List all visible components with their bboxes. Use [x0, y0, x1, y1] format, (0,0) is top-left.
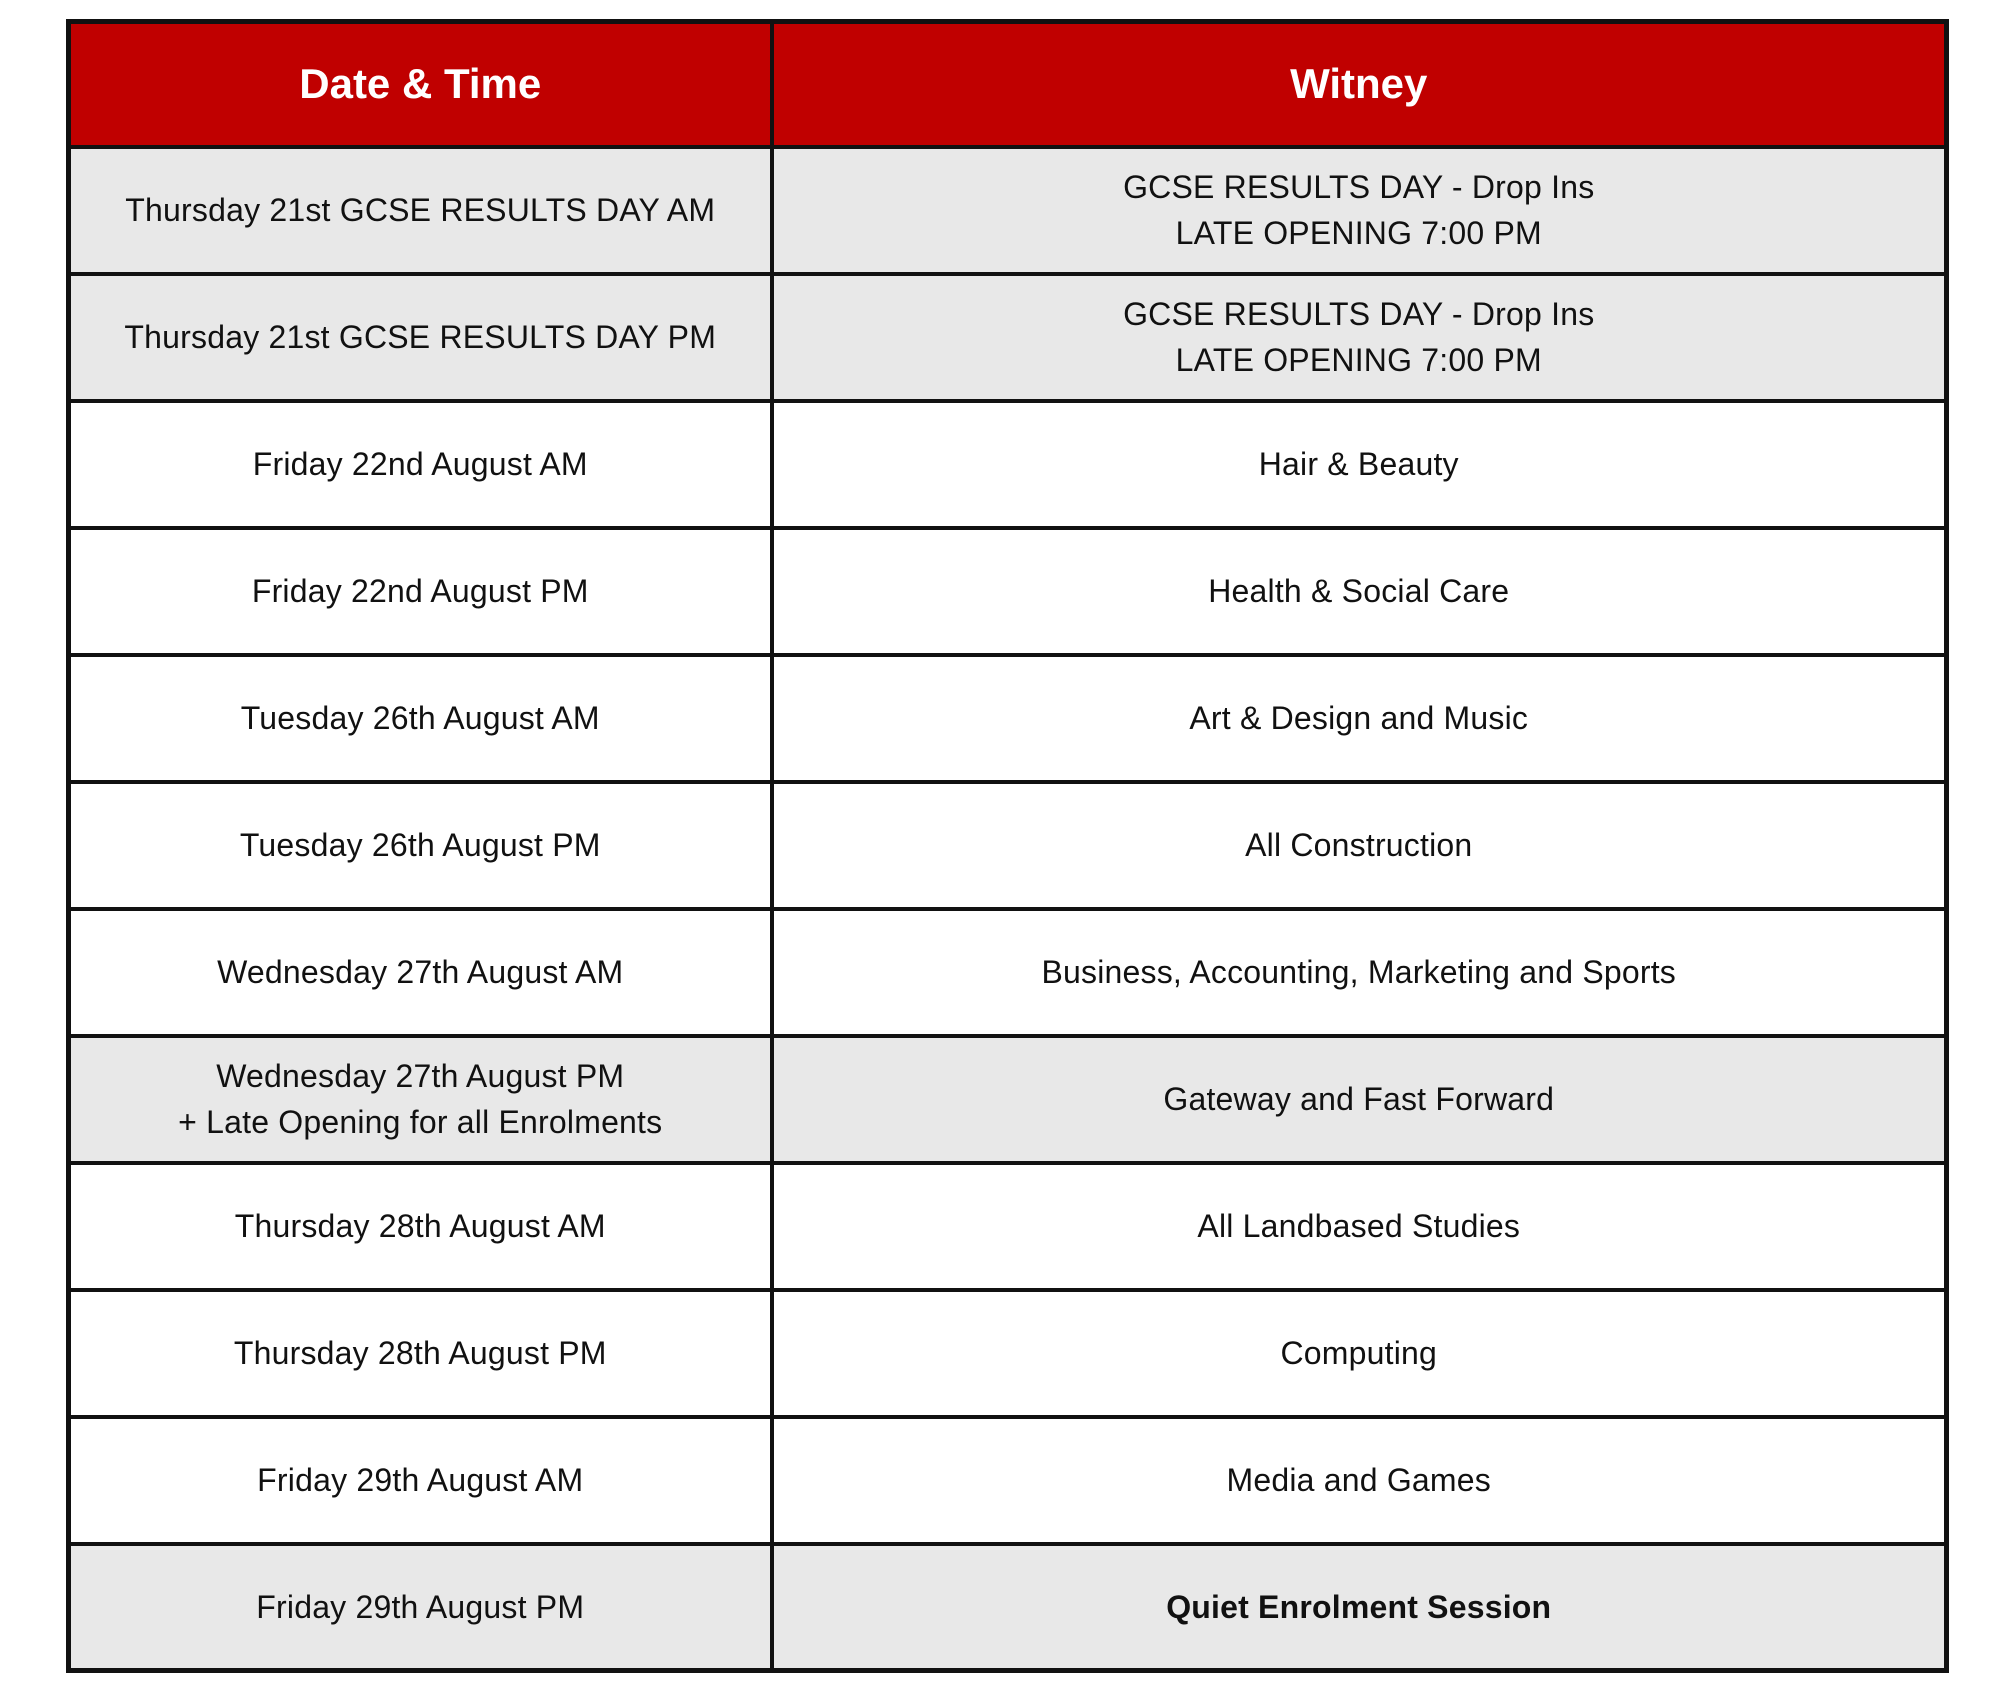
- date-time-cell-line: Thursday 28th August AM: [234, 1208, 606, 1244]
- session-cell-line: Media and Games: [1226, 1462, 1491, 1498]
- enrolment-schedule-table: [66, 19, 1949, 1673]
- session-cell-line: Art & Design and Music: [1189, 700, 1529, 736]
- table-row: [69, 147, 1947, 274]
- session-cell: [772, 528, 1947, 655]
- session-cell-line: LATE OPENING 7:00 PM: [1175, 215, 1542, 251]
- table-row: [69, 1290, 1947, 1417]
- date-time-cell-line: Wednesday 27th August PM: [216, 1058, 625, 1094]
- date-time-cell-line: Thursday 21st GCSE RESULTS DAY AM: [125, 192, 716, 228]
- date-time-cell: [69, 655, 772, 782]
- session-cell-line: All Construction: [1245, 827, 1473, 863]
- table-row: [69, 1036, 1947, 1163]
- table-row: [69, 1544, 1947, 1671]
- session-cell: [772, 147, 1947, 274]
- table-row: [69, 274, 1947, 401]
- date-time-cell: [69, 1544, 772, 1671]
- date-time-cell: [69, 1290, 772, 1417]
- session-cell: [772, 274, 1947, 401]
- date-time-cell-line: Friday 29th August AM: [257, 1462, 584, 1498]
- session-cell: [772, 1163, 1947, 1290]
- session-cell-line: LATE OPENING 7:00 PM: [1175, 342, 1542, 378]
- table-body: [69, 147, 1947, 1671]
- session-cell-line: Gateway and Fast Forward: [1163, 1081, 1555, 1117]
- date-time-cell: [69, 909, 772, 1036]
- date-time-cell-line: Tuesday 26th August AM: [240, 700, 600, 736]
- date-time-cell-line: Wednesday 27th August AM: [217, 954, 624, 990]
- session-cell-line: Hair & Beauty: [1258, 446, 1459, 482]
- session-cell: [772, 909, 1947, 1036]
- date-time-cell: [69, 401, 772, 528]
- session-cell: [772, 1417, 1947, 1544]
- date-time-cell-line: Friday 29th August PM: [256, 1588, 585, 1625]
- table-row: [69, 1163, 1947, 1290]
- session-cell: [772, 401, 1947, 528]
- date-time-cell: [69, 1417, 772, 1544]
- session-cell: [772, 1290, 1947, 1417]
- session-cell-line: Health & Social Care: [1208, 573, 1510, 609]
- date-time-cell-line: Thursday 21st GCSE RESULTS DAY PM: [124, 319, 717, 355]
- session-cell: [772, 782, 1947, 909]
- session-cell: [772, 655, 1947, 782]
- session-cell-line: Quiet Enrolment Session: [1166, 1588, 1552, 1625]
- table-header-row: [69, 22, 1947, 147]
- session-cell: [772, 1544, 1947, 1671]
- date-time-cell: [69, 782, 772, 909]
- date-time-cell-line: Friday 22nd August PM: [251, 573, 589, 609]
- date-time-cell-line: Friday 22nd August AM: [252, 446, 588, 482]
- session-cell-line: GCSE RESULTS DAY - Drop Ins: [1123, 169, 1595, 205]
- session-cell-line: Computing: [1280, 1335, 1438, 1371]
- date-time-cell: [69, 1163, 772, 1290]
- session-cell: [772, 1036, 1947, 1163]
- table-row: [69, 1417, 1947, 1544]
- date-time-cell-line: + Late Opening for all Enrolments: [178, 1104, 663, 1140]
- date-time-cell: [69, 1036, 772, 1163]
- date-time-cell: [69, 274, 772, 401]
- table-row: [69, 909, 1947, 1036]
- date-time-column-header: Date & Time: [69, 22, 772, 147]
- date-time-cell-line: Tuesday 26th August PM: [239, 827, 601, 863]
- session-cell-line: All Landbased Studies: [1197, 1208, 1521, 1244]
- session-cell-line: Business, Accounting, Marketing and Sports: [1041, 954, 1677, 990]
- table-row: [69, 782, 1947, 909]
- table-row: [69, 655, 1947, 782]
- witney-column-header: Witney: [772, 22, 1947, 147]
- table-row: [69, 528, 1947, 655]
- date-time-cell: [69, 528, 772, 655]
- date-time-cell: [69, 147, 772, 274]
- table-row: [69, 401, 1947, 528]
- date-time-cell-line: Thursday 28th August PM: [233, 1335, 607, 1371]
- session-cell-line: GCSE RESULTS DAY - Drop Ins: [1123, 296, 1595, 332]
